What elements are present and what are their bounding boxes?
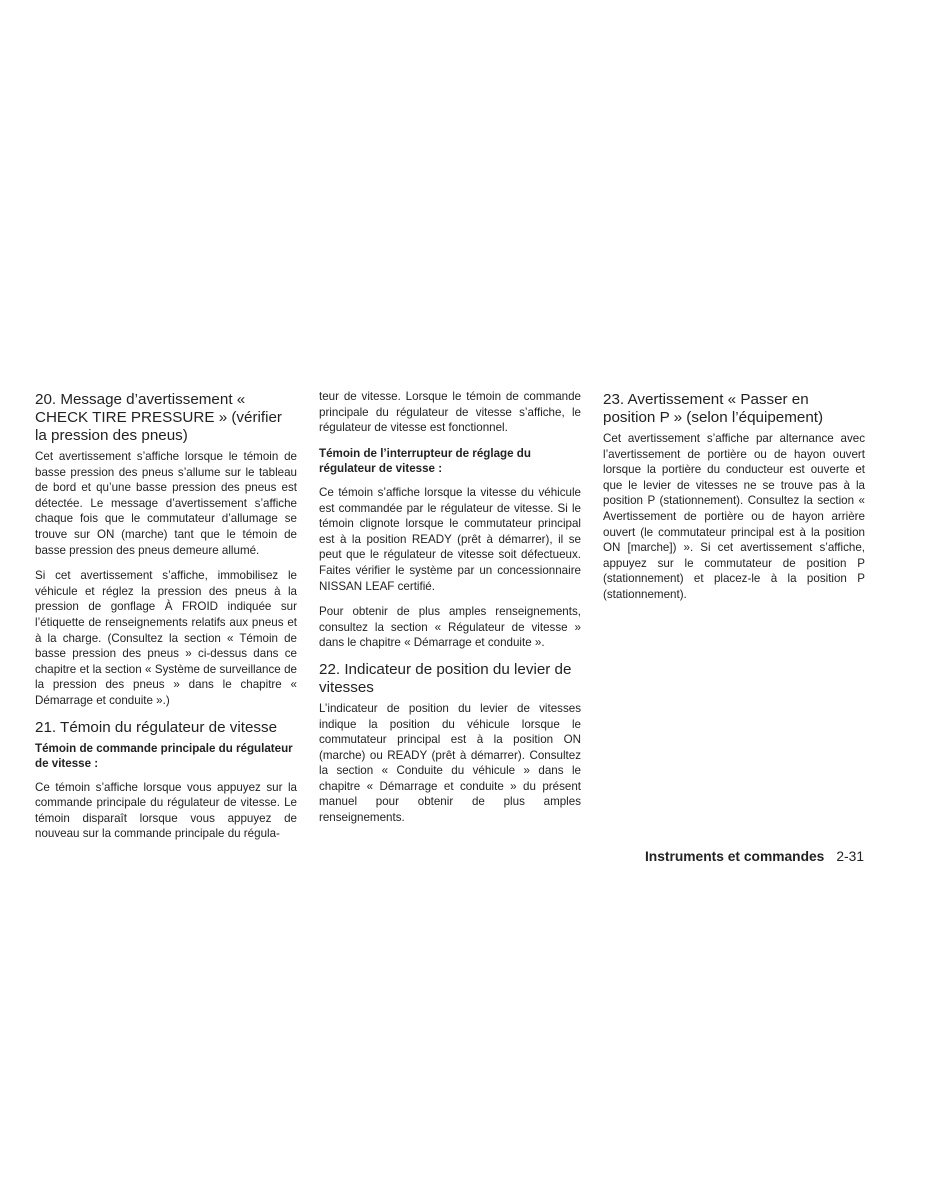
left-column (35, 389, 297, 852)
paragraph: Cet avertissement s’affiche lorsque le témoin de basse pression des pneus s’allume sur le tableau de bord et qu’une basse pression des pneus est détectée. Le message d’avertissement s’affiche chaque fois que le commutateur d’allumage se trouve sur ON (marche) tant que le témoin de basse pression des pneus demeure allumé. (35, 450, 297, 557)
right-column (603, 389, 865, 613)
heading-21: 21. Témoin du régulateur de vitesse (35, 718, 278, 736)
footer-section-title: Instruments et commandes (644, 849, 825, 864)
paragraph: teur de vitesse. Lorsque le témoin de commande principale du régulateur de vitesse s’affiche, le régulateur de vitesse est fonctionnel. (319, 390, 581, 435)
heading-20: 20. Message d’avertissement « CHECK TIRE PRESSURE » (vérifier la pression des pneus) (35, 391, 282, 444)
heading-23: 23. Avertissement « Passer en position P » (selon l’équipement) (603, 391, 824, 426)
paragraph: Ce témoin s’affiche lorsque la vitesse du véhicule est commandée par le régulateur de vitesse. Si le témoin clignote lorsque le commutateur principal est à la position READY (prêt à démarrer), il se peut que le régulateur de vitesse soit défectueux. Faites vérifier le système par un concessionnaire NISSAN LEAF certifié. (319, 485, 581, 593)
page-footer (600, 848, 864, 866)
subheading: Témoin de commande principale du régulateur de vitesse : (35, 741, 293, 771)
paragraph: Cet avertissement s’affiche par alternance avec l’avertissement de portière ou de hayon ouvert lorsque la portière du conducteur est ouverte et que le levier de vitesses ne se trouve pas à la position P (stationnement). Consultez la section « Avertissement de portière ou de hayon arrière ouvert (le commutateur principal est à la position ON [marche]) ». Si cet avertissement s’affiche, appuyez sur le commutateur de position P (stationnement) et placez-le à la position P (stationnement). (603, 432, 865, 601)
paragraph: Si cet avertissement s’affiche, immobilisez le véhicule et réglez la pression des pneus à la pression de gonflage À FROID indiquée sur l’étiquette de renseignements relatifs aux pneus et à la charge. (Consultez la section « Témoin de basse pression des pneus » ci-dessus dans ce chapitre et la section « Système de surveillance de la pression des pneus » dans le chapitre « Démarrage et conduite ».) (35, 569, 297, 707)
subheading: Témoin de l’interrupteur de réglage du régulateur de vitesse : (319, 446, 531, 476)
page-number: 2-31 (836, 849, 864, 864)
paragraph: L’indicateur de position du levier de vitesses indique la position du véhicule lorsque le commutateur principal est à la position ON (marche) ou READY (prêt à démarrer). Consultez la section « Conduite du véhicule » dans le chapitre « Démarrage et conduite » du présent manuel pour obtenir de plus amples renseignements. (319, 701, 581, 825)
middle-column (319, 389, 581, 836)
paragraph: Pour obtenir de plus amples renseignements, consultez la section « Régulateur de vitesse » dans le chapitre « Démarrage et conduite ». (319, 605, 581, 650)
heading-22: 22. Indicateur de position du levier de vitesses (319, 660, 572, 696)
paragraph: Ce témoin s’affiche lorsque vous appuyez sur la commande principale du régulateur de vitesse. Le témoin disparaît lorsque vous appuyez de nouveau sur la commande principale du régula- (35, 780, 297, 841)
